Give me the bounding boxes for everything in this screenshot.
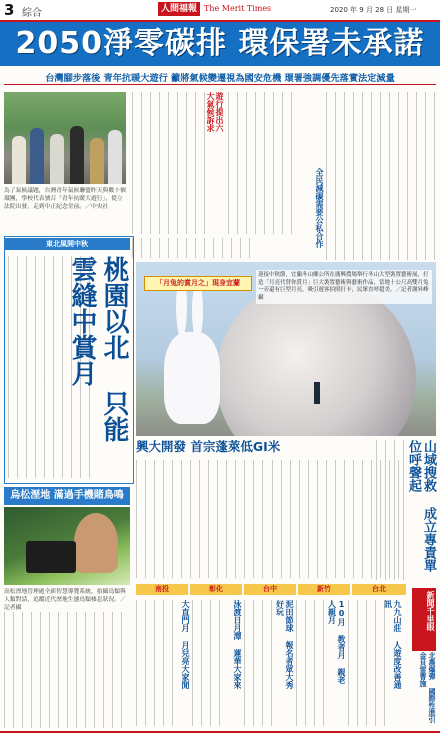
- newspaper-logo-english: The Merit Times: [204, 4, 272, 13]
- wetland-photo-caption: 高松溼地管理處全新智慧導覽系統，拍攝鳥類與人類對話，追蹤近代溼地生態鳥類棲息狀況。／記者攝: [4, 589, 126, 611]
- footer-rule: [0, 731, 440, 733]
- article-text-columns: [326, 92, 436, 260]
- county-tab: 台中: [244, 584, 296, 595]
- county-headline: 泥田節球 報名者眾大秀好玩: [275, 600, 294, 689]
- article-text-columns: [136, 460, 268, 578]
- article-text-columns: [4, 612, 130, 728]
- page-number: 3: [4, 1, 15, 19]
- county-tab: 南投: [136, 584, 188, 595]
- rescue-headline: 山域搜救 成立專責單位呼聲起: [406, 440, 436, 572]
- section-label: 綜合: [22, 8, 42, 19]
- article-text-columns: [228, 92, 298, 234]
- moon-story-vertical-title: 桃園以北 只能雲縫中賞月: [67, 256, 129, 442]
- sub-headline: 台灣腳步落後 青年抗暖大遊行 籲將氣候變遷視為國安危機 環署強調優先落實法定減量: [45, 73, 395, 84]
- county-headline: 九九山莊 人遊度改善通訊: [383, 600, 402, 689]
- county-text: [296, 600, 332, 726]
- wetland-photo: [4, 507, 130, 585]
- county-headline: 10月 教者月 親老人親月: [327, 600, 346, 684]
- moon-story-header: 東北風開中秋: [4, 238, 130, 250]
- county-text: [244, 600, 280, 726]
- article-text-columns: [132, 238, 252, 258]
- protest-photo: [4, 92, 126, 184]
- moon-photo-label: 「月兔的賞月之」現身宜蘭: [144, 276, 252, 291]
- inline-headline-cooperation: 全民減碳需要公私合作: [315, 168, 324, 248]
- county-headline: 泳渡日月潭 蓮華大家來: [233, 600, 242, 689]
- right-column-headline: 北農爆彈 國際性進引金貝雷曹施: [419, 652, 436, 723]
- article-text-columns: [132, 92, 208, 234]
- rice-headline: 興大開發 首宗蓬萊低GI米: [136, 439, 281, 454]
- county-tab: 台北: [352, 584, 406, 595]
- news-column-tag: 新聞千里眼: [412, 588, 436, 651]
- county-text: [192, 600, 228, 726]
- bird-headline: 烏松溼地 滿過手機賭鳥鳴: [10, 490, 124, 501]
- county-text: [348, 600, 386, 726]
- county-tab: 新竹: [298, 584, 350, 595]
- main-headline: 2050淨零碳排 環保署未承諾: [15, 26, 425, 61]
- article-text-columns: [376, 440, 404, 580]
- issue-date: 2020 年 9 月 28 日 星期一: [330, 6, 417, 14]
- divider: [4, 84, 436, 85]
- newspaper-logo: 人間福報: [158, 2, 200, 16]
- county-headline: 大直門月 月兒亮大家閒: [181, 600, 190, 689]
- protest-photo-caption: 為了氣候議題，台灣青年氣候聯盟昨天與數十個環團，學校代表號召「青年抗暖大遊行」，從立法院出發，走到中正紀念堂前。／中央社: [4, 188, 126, 210]
- county-tab: 彰化: [190, 584, 242, 595]
- county-news-bar: [136, 584, 406, 595]
- inline-headline-demands: 遊行提出六大氣候訴求: [206, 92, 224, 132]
- county-text: [136, 600, 176, 726]
- moon-photo-caption: 迎接中秋節，宜蘭冬山鄉公所在廣興農場舉行冬山大型裝置藝術展，打造「月亮代替你賞月」巨大裝置藝術與藝術作品，當地十公尺高雙月兔一旁還有巨型月亮，吸引遊客拍照打卡，民眾直呼超美。／記者謝昇峰攝: [256, 270, 432, 304]
